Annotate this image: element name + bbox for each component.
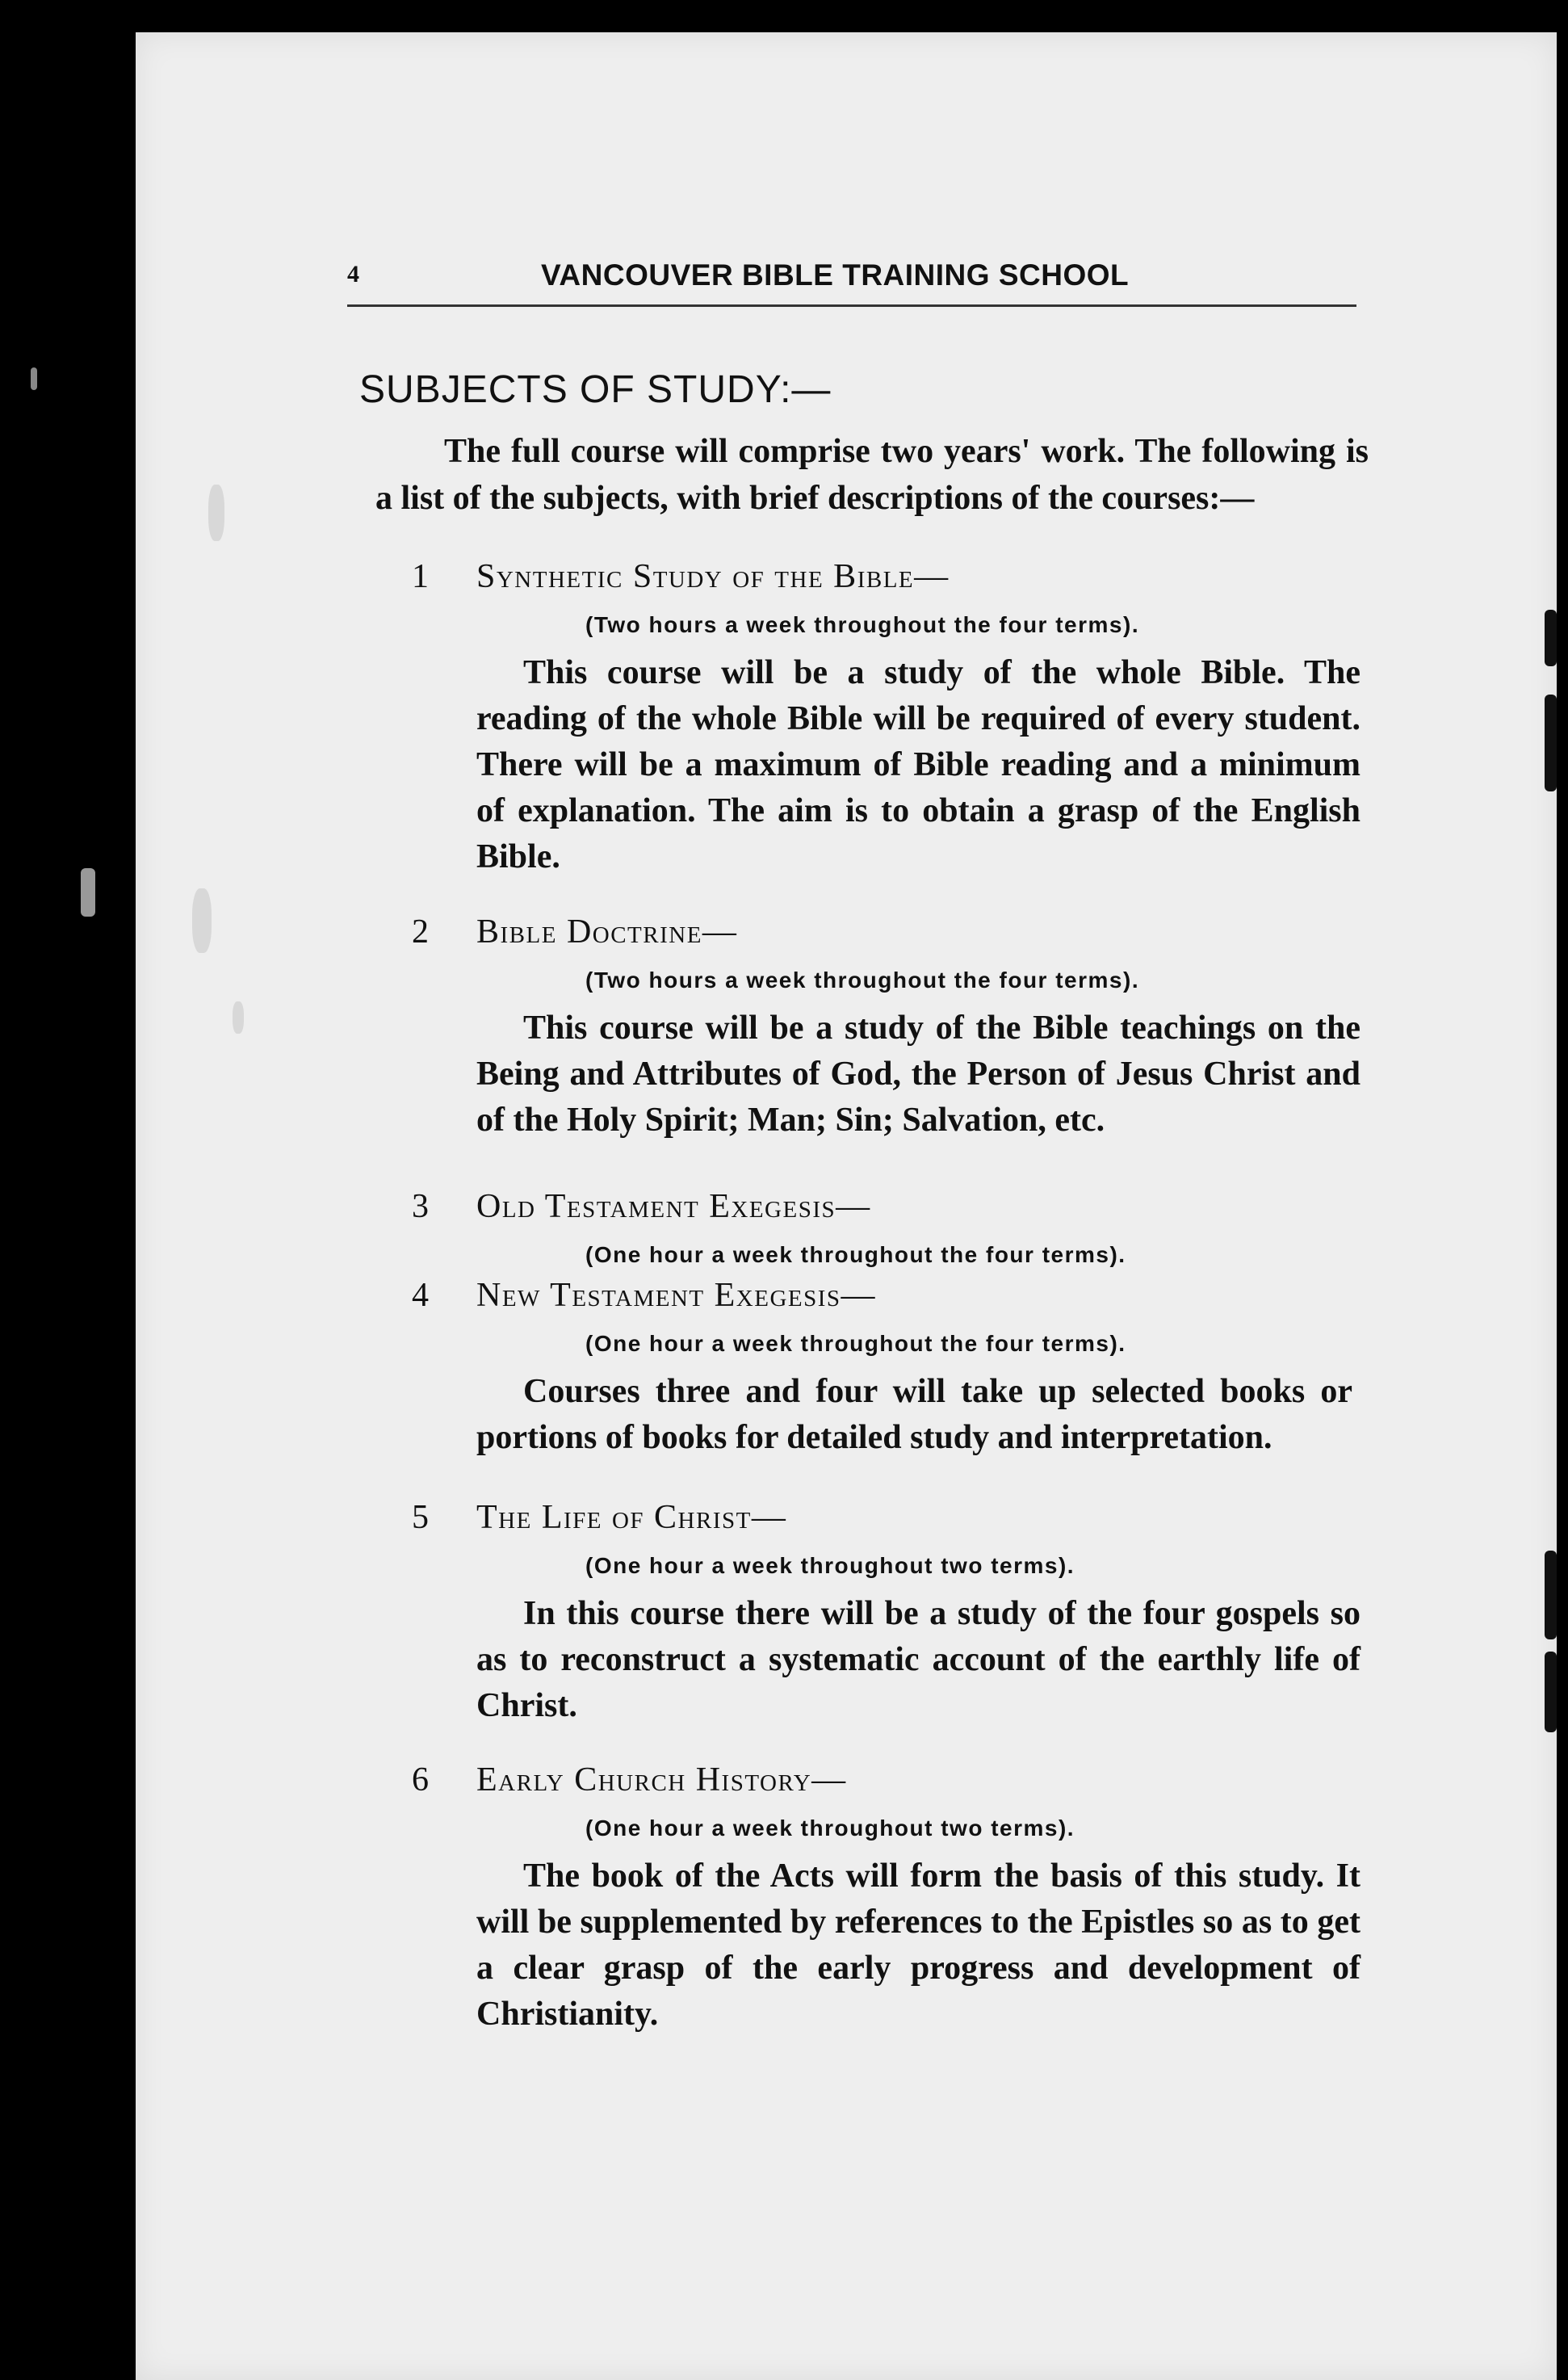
course-number: 1 (412, 558, 429, 595)
scan-edge-mark (81, 868, 95, 917)
course-number: 2 (412, 913, 429, 951)
course-description: This course will be a study of the whole Bible. The reading of the whole Bible will be required of every student. There will be a maximum of Bible reading and a minimum of explanation. The aim is to obtain a grasp of the English Bible. (476, 654, 1360, 875)
section-heading: SUBJECTS OF STUDY:— (359, 368, 832, 411)
header-rule (347, 304, 1356, 307)
page-header (347, 254, 1389, 319)
page-number: 4 (347, 261, 359, 288)
course-hours: (One hour a week throughout two terms). (585, 1815, 1075, 1841)
course-hours: (One hour a week throughout two terms). (585, 1553, 1075, 1578)
course-number: 4 (412, 1277, 429, 1314)
scan-speck (192, 888, 212, 953)
course-title: Synthetic Study of the Bible— (476, 558, 950, 595)
scan-edge-mark (1545, 695, 1557, 791)
course-hours: (One hour a week throughout the four terms). (585, 1331, 1126, 1356)
course-number: 6 (412, 1761, 429, 1799)
running-head: VANCOUVER BIBLE TRAINING SCHOOL (541, 258, 1130, 292)
course-title: New Testament Exegesis— (476, 1277, 877, 1314)
scan-edge-mark (1545, 1652, 1557, 1732)
scan-edge-mark (1545, 1551, 1557, 1639)
course-number: 5 (412, 1499, 429, 1536)
scan-speck (233, 1001, 244, 1034)
course-description: The book of the Acts will form the basis of this study. It will be supplemented by references to the Epistles so as to get a clear grasp of the early progress and development of Christianity. (476, 1857, 1360, 2033)
scan-edge-mark (31, 367, 37, 390)
courses-3-4-description: Courses three and four will take up selected books or portions of books for detailed study and interpretation. (476, 1373, 1352, 1456)
course-number: 3 (412, 1188, 429, 1225)
course-description: This course will be a study of the Bible teachings on the Being and Attributes of God, the Person of Jesus Christ and of the Holy Spirit; Man; Sin; Salvation, etc. (476, 1010, 1360, 1139)
course-hours: (Two hours a week throughout the four terms). (585, 612, 1140, 637)
scan-speck (208, 485, 224, 541)
course-hours: (One hour a week throughout the four terms). (585, 1242, 1126, 1267)
course-title: Old Testament Exegesis— (476, 1188, 871, 1225)
intro-paragraph: The full course will comprise two years' work. The following is a list of the subjects, with brief descriptions of the courses:— (375, 433, 1369, 517)
course-title: Bible Doctrine— (476, 913, 738, 951)
course-title: The Life of Christ— (476, 1499, 787, 1536)
course-title: Early Church History— (476, 1761, 847, 1799)
course-hours: (Two hours a week throughout the four terms). (585, 968, 1140, 993)
course-description: In this course there will be a study of the four gospels so as to reconstruct a systematic account of the earthly life of Christ. (476, 1595, 1360, 1724)
scan-edge-mark (1545, 610, 1557, 666)
